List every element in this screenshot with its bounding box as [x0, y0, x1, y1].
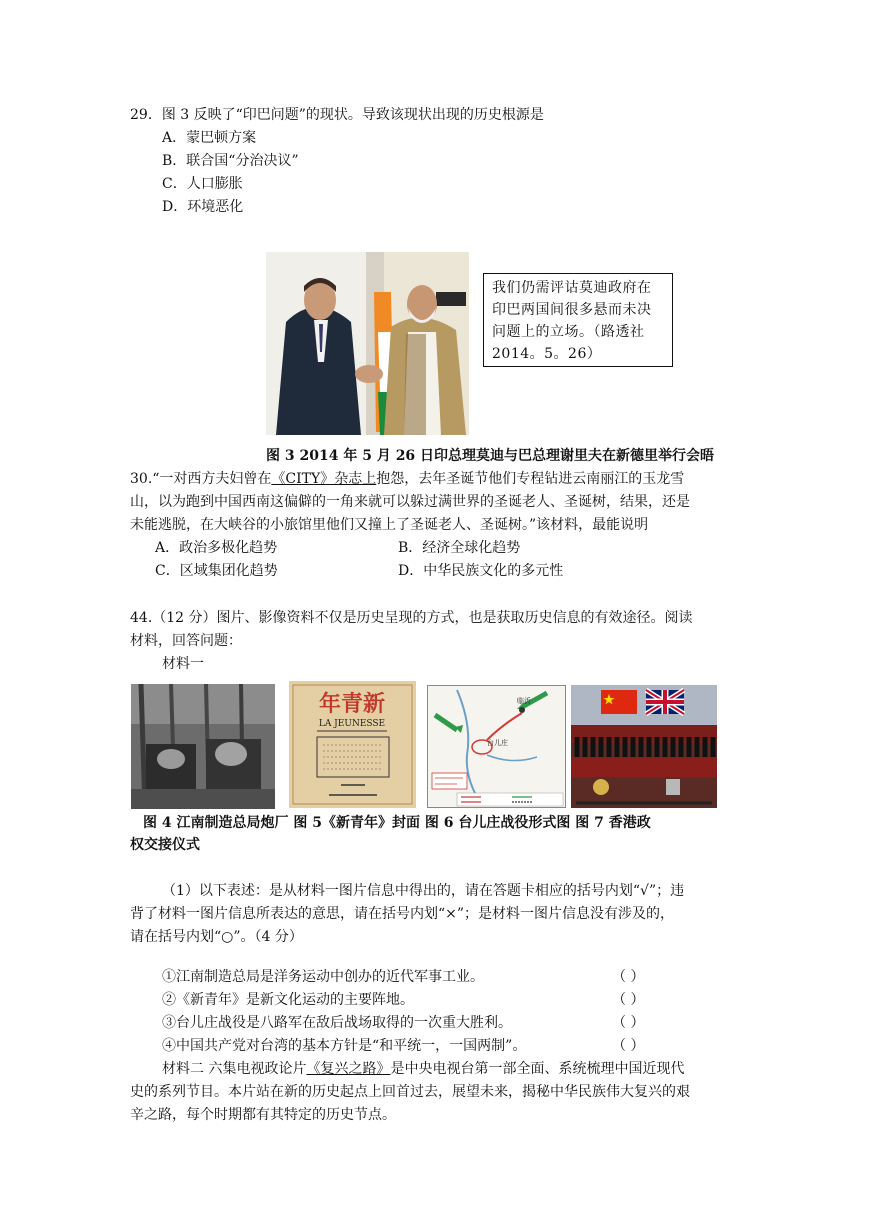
- q30-option-b: B．经济全球化趋势: [398, 540, 521, 556]
- q30-line-3: 未能逃脱，在大峡谷的小旅馆里他们又撞上了圣诞老人、圣诞树。”该材料，最能说明: [130, 517, 649, 533]
- answer-paren-3[interactable]: （ ）: [612, 1015, 645, 1031]
- q29-stem: 29．图 3 反映了“印巴问题”的现状。导致该现状出现的历史根源是: [130, 107, 544, 123]
- material2-line-1: [162, 1058, 684, 1080]
- q44-line-2: 材料，回答问题：: [130, 633, 242, 649]
- q30-underlined: 《CITY》杂志上: [271, 471, 377, 487]
- sub1-line-3: 请在括号内划“○”。（4 分）: [130, 929, 303, 945]
- fig5-cover: [289, 681, 416, 808]
- fig5-title: 年青新: [318, 691, 386, 717]
- q30-option-c: C．区域集团化趋势: [155, 563, 278, 579]
- fig3-callout: 我们仍需评诂莫迪政府在印巴两国间很多悬而未决问题上的立场。（路透社 2014。5。26）: [483, 273, 673, 367]
- statement-2: ②《新青年》是新文化运动的主要阵地。: [162, 992, 414, 1008]
- fig4-photo: [131, 684, 275, 809]
- fig3-photo: [266, 252, 469, 435]
- material1-captions-line-1: 图 4 江南制造总局炮厂 图 5《新青年》封面 图 6 台儿庄战役形式图 图 7 香港政: [143, 815, 651, 831]
- material2-underlined: 《复兴之路》: [306, 1061, 391, 1077]
- fig6-label-town: 台儿庄: [487, 739, 508, 747]
- material2-line-3: 辛之路，每个时期都有其特定的历史节点。: [130, 1107, 396, 1123]
- q44-line-1: 44.（12 分）图片、影像资料不仅是历史呈现的方式，也是获取历史信息的有效途径。阅读: [130, 610, 693, 626]
- material2-suffix: 是中央电视台第一部全面、系统梳理中国近现代: [390, 1061, 685, 1077]
- fig5-subtitle: LA JEUNESSE: [318, 719, 386, 729]
- statement-1: ①江南制造总局是洋务运动中创办的近代军事工业。: [162, 969, 484, 985]
- q29-option-c: C．人口膨胀: [162, 176, 243, 192]
- answer-paren-1[interactable]: （ ）: [612, 969, 645, 985]
- statement-3: ③台儿庄战役是八路军在敌后战场取得的一次重大胜利。: [162, 1015, 512, 1031]
- q30-line-2: 山，以为跑到中国西南这偏僻的一角来就可以躲过满世界的圣诞老人、圣诞树，结果，还是: [130, 494, 690, 510]
- q29-option-b: B．联合国“分治决议”: [162, 153, 299, 169]
- statement-4: ④中国共产党对台湾的基本方针是“和平统一，一国两制”。: [162, 1038, 527, 1054]
- q30-line-1: [130, 468, 684, 490]
- fig3-caption: 图 3 2014 年 5 月 26 日印总理莫迪与巴总理谢里夫在新德里举行会晤: [266, 448, 715, 464]
- sub1-line-2: 背了材料一图片信息所表达的意思，请在括号内划“×”；是材料一图片信息没有涉及的，: [130, 906, 675, 922]
- q30-line-1-suffix: 抱怨，去年圣诞节他们专程钻进云南丽江的玉龙雪: [376, 471, 685, 487]
- q44-material-1: 材料一: [162, 656, 204, 672]
- answer-paren-2[interactable]: （ ）: [612, 992, 645, 1008]
- material2-prefix: 材料二 六集电视政论片: [162, 1061, 307, 1077]
- material1-captions-line-2: 权交接仪式: [130, 837, 200, 853]
- q30-option-a: A．政治多极化趋势: [155, 540, 278, 556]
- fig6-map: [427, 685, 566, 808]
- fig7-photo: [571, 685, 717, 808]
- answer-paren-4[interactable]: （ ）: [612, 1038, 645, 1054]
- sub1-line-1: （1）以下表述：是从材料一图片信息中得出的，请在答题卡相应的括号内划“√”；违: [162, 883, 685, 899]
- q29-option-d: D．环境恶化: [162, 199, 244, 215]
- material2-line-2: 史的系列节目。本片站在新的历史起点上回首过去，展望未来，揭秘中华民族伟大复兴的艰: [130, 1084, 690, 1100]
- q30-line-1-prefix: 30.“一对西方夫妇曾在: [130, 471, 272, 487]
- q30-option-d: D．中华民族文化的多元性: [398, 563, 564, 579]
- q29-option-a: A．蒙巴顿方案: [162, 130, 257, 146]
- fig6-label-city: 临沂: [517, 697, 531, 705]
